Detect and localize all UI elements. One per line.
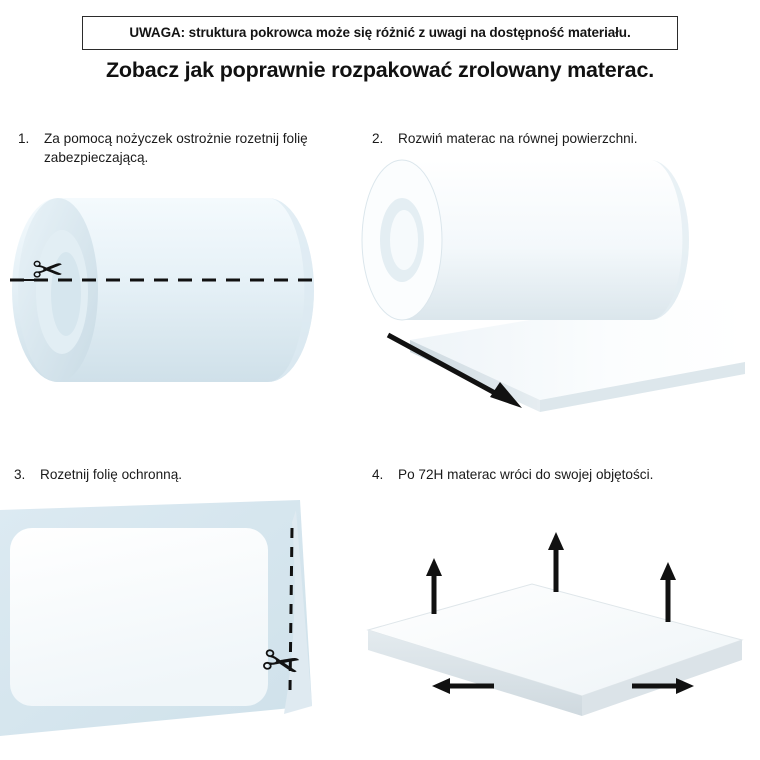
mattress-roll-hole-inner <box>390 210 418 270</box>
step-1-number: 1. <box>18 131 30 146</box>
step-2-illustration <box>350 150 750 440</box>
step-4-text: Po 72H materac wróci do swojej objętości. <box>398 467 654 482</box>
step-3-header <box>14 466 334 485</box>
scissors-icon: ✂ <box>257 633 306 693</box>
step-1-header <box>18 130 318 168</box>
expand-arrow-up-center-icon <box>548 532 564 592</box>
step-1-text: Za pomocą nożyczek ostrożnie rozetnij folię zabezpieczającą. <box>44 131 308 165</box>
page-title: Zobacz jak poprawnie rozpakować zrolowany materac. <box>106 58 654 82</box>
unrolling-mattress-svg <box>350 150 750 440</box>
step-2-header <box>372 130 712 149</box>
step-3-number: 3. <box>14 467 26 482</box>
step-4-illustration <box>350 510 750 750</box>
mattress-flat <box>10 528 268 706</box>
expand-arrow-up-left-icon <box>426 558 442 614</box>
step-4-header <box>372 466 722 485</box>
expanding-mattress-svg <box>350 510 750 750</box>
step-4-number: 4. <box>372 467 384 482</box>
step-2-text: Rozwiń materac na równej powierzchni. <box>398 131 638 146</box>
rolled-mattress-svg <box>10 180 340 410</box>
flat-mattress-foil-svg <box>0 500 330 750</box>
step-3-text: Rozetnij folię ochronną. <box>40 467 183 482</box>
step-3-illustration <box>0 500 330 750</box>
notice-banner: UWAGA: struktura pokrowca może się różnić z uwagi na dostępność materiału. <box>82 16 678 50</box>
scissors-icon: ✂ <box>32 250 64 292</box>
expand-arrow-up-right-icon <box>660 562 676 622</box>
step-2-number: 2. <box>372 131 384 146</box>
step-1-illustration <box>10 180 340 410</box>
